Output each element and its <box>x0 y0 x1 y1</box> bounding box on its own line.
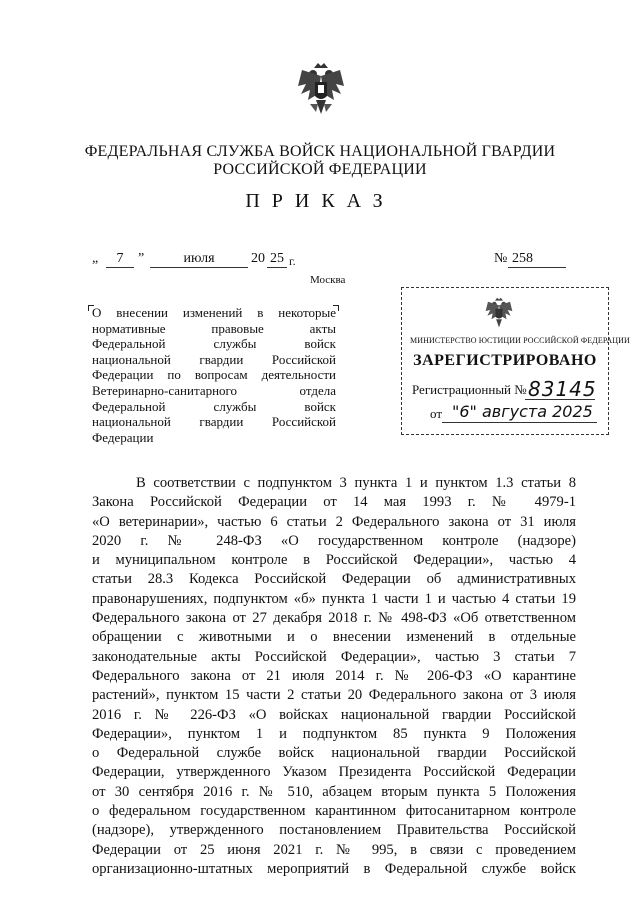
body-line: «О ветеринарии», частью 6 статьи 2 Федерального закона от 31 июля <box>92 513 576 530</box>
subject-line: нормативные правовые акты <box>92 320 336 336</box>
subject-line: национальной гвардии Российской <box>92 414 336 430</box>
stamp-date-label: от <box>430 406 443 421</box>
body-line: растений», пунктом 15 части 2 статьи 20 Федерального закона от 3 июля <box>92 687 576 704</box>
subject-line: Федерации по вопросам деятельности <box>92 367 336 383</box>
body-line: В соответствии с подпунктом 3 пункта 1 и пунктом 1.3 статьи 8 <box>136 475 576 491</box>
order-subject <box>92 305 336 445</box>
body-line: и муниципальном контроле в Российской Федерации», частью 4 <box>92 552 576 569</box>
body-line: Федерального закона от 27 декабря 2018 г. № 498-ФЗ «Об ответственном <box>92 610 576 627</box>
date-year-abbr: г. <box>289 254 296 268</box>
stamp-number-underline <box>525 399 595 400</box>
stamp-title: ЗАРЕГИСТРИРОВАНО <box>413 352 597 369</box>
subject-line: Федеральной службы войск <box>92 336 336 352</box>
body-line: законодательные акты Российской Федерации», частью 3 статьи 7 <box>92 648 576 665</box>
date-century: 20 <box>251 251 265 266</box>
body-line: о Федеральной службе войск национальной гвардии Российской <box>92 745 576 762</box>
subject-line: Ветеринарно-санитарного отдела <box>92 382 336 398</box>
stamp-ministry: МИНИСТЕРСТВО ЮСТИЦИИ РОССИЙСКОЙ ФЕДЕРАЦИИ <box>410 336 630 345</box>
body-line: 2020 г. № 248-ФЗ «О государственном контроле (надзоре) <box>92 532 576 549</box>
body-line: о федеральном государственном карантинном фитосанитарном контроле <box>92 803 576 820</box>
order-number-label: № <box>494 251 508 266</box>
stamp-number-label: Регистрационный № <box>412 382 527 397</box>
organization-name-line2: РОССИЙСКОЙ ФЕДЕРАЦИИ <box>213 161 427 178</box>
body-line: от 30 сентября 2016 г. № 510, абзацем вторым пункта 5 Положения <box>92 783 576 800</box>
coat-of-arms-icon <box>296 60 346 122</box>
subject-line: Федерации <box>92 429 154 445</box>
order-number: 258 <box>508 251 566 268</box>
body-line: Федерации, утвержденного Указом Президента Российской Федерации <box>92 764 576 781</box>
date-year: 25 <box>267 251 287 268</box>
stamp-emblem-icon <box>484 296 514 332</box>
body-line: Федерации от 25 июня 2021 г. № 995, в связи с проведением <box>92 841 576 858</box>
organization-name-line1: ФЕДЕРАЛЬНАЯ СЛУЖБА ВОЙСК НАЦИОНАЛЬНОЙ ГВАРДИИ <box>84 143 556 160</box>
body-line: статьи 28.3 Кодекса Российской Федерации об административных <box>92 571 576 588</box>
order-body-text <box>92 474 576 879</box>
body-line: (надзоре), утвержденного постановлением Правительства Российской <box>92 822 576 839</box>
body-line: обращении с животными и о внесении изменений в отдельные <box>92 629 576 646</box>
subject-line: О внесении изменений в некоторые <box>92 305 336 320</box>
stamp-date-underline <box>442 422 597 423</box>
subject-line: Федеральной службы войск <box>92 398 336 414</box>
subject-line: национальной гвардии Российской <box>92 351 336 367</box>
body-line: правонарушениях, подпунктом «б» пункта 1 части 1 и частью 4 статьи 19 <box>92 590 576 607</box>
registration-stamp <box>401 287 630 435</box>
date-month: июля <box>150 251 248 268</box>
body-line: Закона Российской Федерации от 14 мая 1993 г. № 4979-1 <box>92 494 576 511</box>
stamp-date: "6" августа 2025 <box>452 402 593 421</box>
stamp-number: 83145 <box>528 377 597 401</box>
body-line: организационно-штатных мероприятий в Федеральной службе войск <box>92 860 576 877</box>
city: Москва <box>310 274 346 286</box>
body-line: Федерального закона от 21 июля 2014 г. № 206-ФЗ «О карантине <box>92 667 576 684</box>
body-line: 2016 г. № 226-ФЗ «О войсках национальной гвардии Российской <box>92 706 576 723</box>
document-type-title: ПРИКАЗ <box>245 190 395 212</box>
body-line: Федерации», пунктом 1 и подпунктом 85 пункта 9 Положения <box>92 725 576 742</box>
date-quote-open: „ <box>92 251 99 266</box>
date-quote-close: ” <box>138 251 145 266</box>
date-day: 7 <box>106 251 134 268</box>
